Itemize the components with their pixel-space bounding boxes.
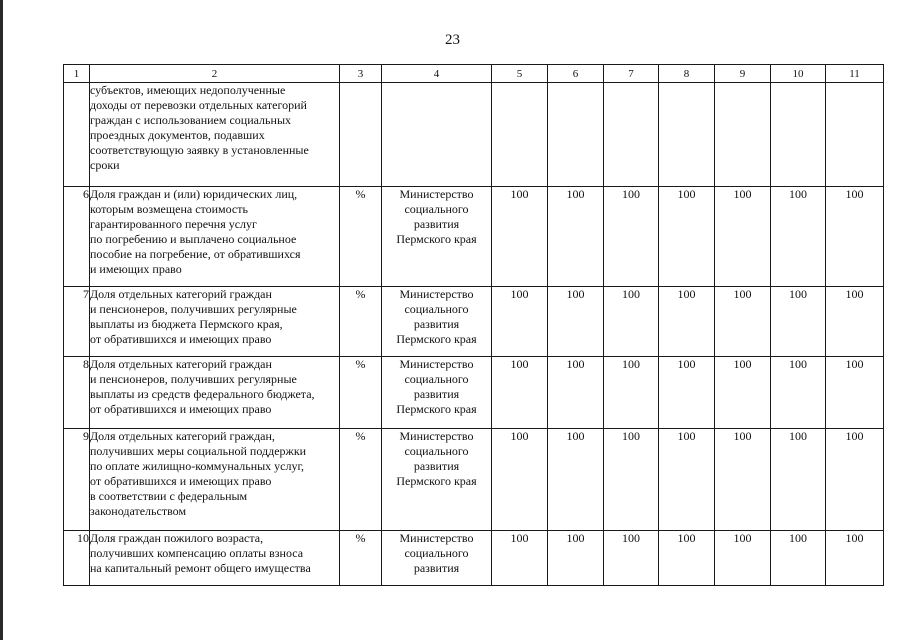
value-cell: 100 <box>548 187 604 287</box>
row-number: 9 <box>64 429 90 531</box>
column-header: 1 <box>64 65 90 83</box>
value-cell: 100 <box>771 357 826 429</box>
value-cell: 100 <box>659 357 715 429</box>
table-row <box>64 83 884 187</box>
unit: % <box>340 429 382 531</box>
column-header: 7 <box>604 65 659 83</box>
value-cell: 100 <box>604 429 659 531</box>
value-cell: 100 <box>715 429 771 531</box>
responsible-org: Министерство социального развития <box>382 531 492 586</box>
column-header: 4 <box>382 65 492 83</box>
value-cell: 100 <box>659 429 715 531</box>
value-cell: 100 <box>715 187 771 287</box>
indicator-name: Доля отдельных категорий граждан и пенсионеров, получивших регулярные выплаты из бюджета Пермского края, от обратившихся и имеющих право <box>90 287 340 357</box>
value-cell <box>659 83 715 187</box>
value-cell: 100 <box>659 287 715 357</box>
indicator-name: Доля граждан и (или) юридических лиц, которым возмещена стоимость гарантированного перечня услуг по погребению и выплачено социальное пособие на погребение, от обратившихся и имеющих право <box>90 187 340 287</box>
column-header: 6 <box>548 65 604 83</box>
value-cell: 100 <box>548 287 604 357</box>
value-cell <box>604 83 659 187</box>
unit: % <box>340 531 382 586</box>
value-cell: 100 <box>826 357 884 429</box>
value-cell: 100 <box>548 357 604 429</box>
table-row <box>64 357 884 429</box>
row-number: 8 <box>64 357 90 429</box>
value-cell <box>771 83 826 187</box>
value-cell <box>715 83 771 187</box>
value-cell: 100 <box>771 429 826 531</box>
value-cell: 100 <box>604 531 659 586</box>
value-cell <box>492 83 548 187</box>
row-number: 10 <box>64 531 90 586</box>
value-cell: 100 <box>715 287 771 357</box>
responsible-org: Министерство социального развития Пермского края <box>382 187 492 287</box>
column-number-header <box>64 65 884 83</box>
row-number: 7 <box>64 287 90 357</box>
value-cell <box>548 83 604 187</box>
value-cell: 100 <box>826 531 884 586</box>
indicator-name: субъектов, имеющих недополученные доходы от перевозки отдельных категорий граждан с использованием социальных проездных документов, подавших соответствующую заявку в установленные сроки <box>90 83 340 187</box>
table-row <box>64 531 884 586</box>
responsible-org: Министерство социального развития Пермского края <box>382 357 492 429</box>
value-cell: 100 <box>604 357 659 429</box>
column-header: 8 <box>659 65 715 83</box>
responsible-org <box>382 83 492 187</box>
row-number: 6 <box>64 187 90 287</box>
value-cell: 100 <box>771 287 826 357</box>
indicator-name: Доля граждан пожилого возраста, получивших компенсацию оплаты взноса на капитальный ремонт общего имущества <box>90 531 340 586</box>
value-cell: 100 <box>548 531 604 586</box>
unit <box>340 83 382 187</box>
value-cell: 100 <box>771 531 826 586</box>
page-number: 23 <box>445 32 460 48</box>
value-cell: 100 <box>492 287 548 357</box>
indicator-name: Доля отдельных категорий граждан и пенсионеров, получивших регулярные выплаты из средств федерального бюджета, от обратившихся и имеющих право <box>90 357 340 429</box>
value-cell: 100 <box>826 429 884 531</box>
responsible-org: Министерство социального развития Пермского края <box>382 287 492 357</box>
column-header: 3 <box>340 65 382 83</box>
value-cell: 100 <box>492 531 548 586</box>
value-cell: 100 <box>715 357 771 429</box>
value-cell: 100 <box>715 531 771 586</box>
value-cell <box>826 83 884 187</box>
value-cell: 100 <box>492 187 548 287</box>
value-cell: 100 <box>492 429 548 531</box>
responsible-org: Министерство социального развития Пермского края <box>382 429 492 531</box>
scan-left-edge <box>0 0 3 640</box>
value-cell: 100 <box>771 187 826 287</box>
column-header: 5 <box>492 65 548 83</box>
value-cell: 100 <box>604 287 659 357</box>
table-row <box>64 187 884 287</box>
column-header: 10 <box>771 65 826 83</box>
table-row <box>64 429 884 531</box>
value-cell: 100 <box>548 429 604 531</box>
value-cell: 100 <box>659 531 715 586</box>
value-cell: 100 <box>826 187 884 287</box>
row-number <box>64 83 90 187</box>
value-cell: 100 <box>604 187 659 287</box>
unit: % <box>340 287 382 357</box>
indicators-table <box>63 64 884 586</box>
value-cell: 100 <box>492 357 548 429</box>
column-header: 2 <box>90 65 340 83</box>
column-header: 9 <box>715 65 771 83</box>
indicator-name: Доля отдельных категорий граждан, получивших меры социальной поддержки по оплате жилищно-коммунальных услуг, от обратившихся и имеющих право в соответствии с федеральным законодательством <box>90 429 340 531</box>
table-row <box>64 287 884 357</box>
column-header: 11 <box>826 65 884 83</box>
unit: % <box>340 357 382 429</box>
value-cell: 100 <box>826 287 884 357</box>
value-cell: 100 <box>659 187 715 287</box>
unit: % <box>340 187 382 287</box>
